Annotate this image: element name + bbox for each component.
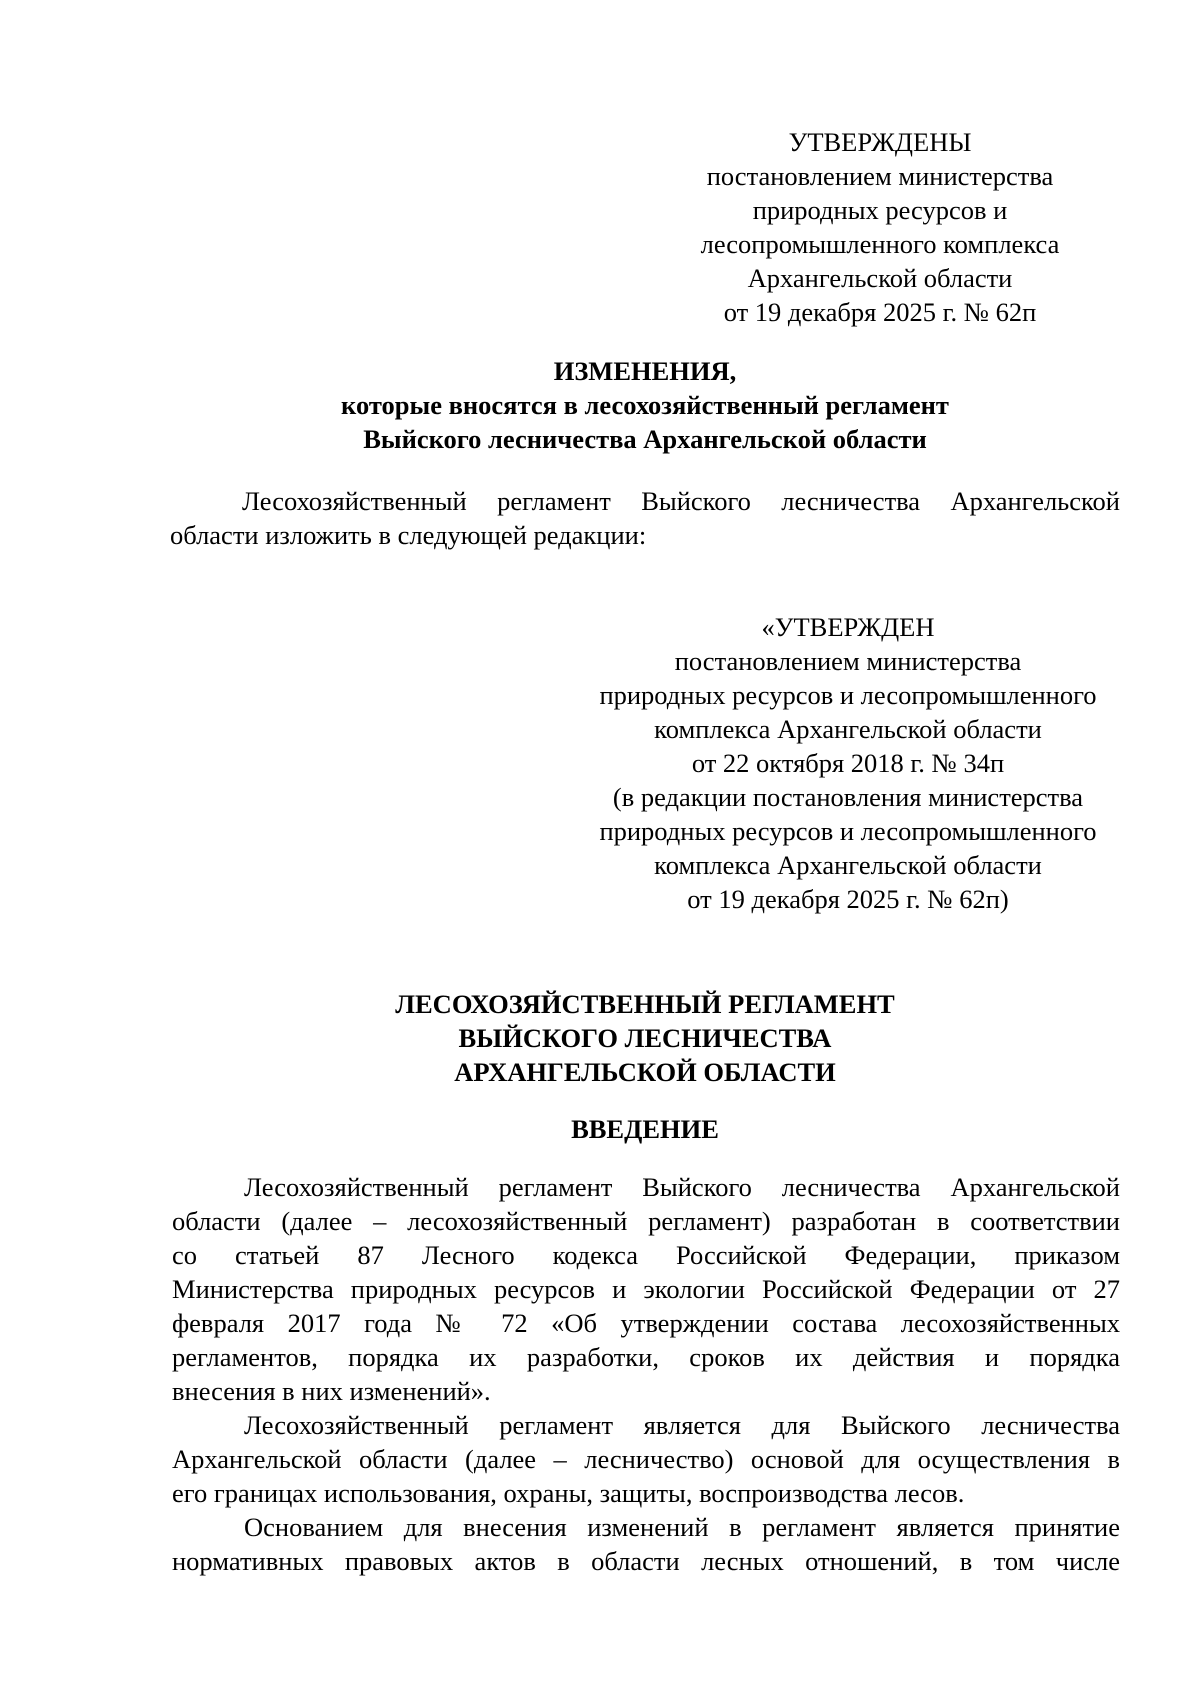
introduction-heading-text: ВВЕДЕНИЕ	[571, 1114, 719, 1144]
approval-line: УТВЕРЖДЕНЫ	[788, 127, 972, 157]
regulation-title-line: АРХАНГЕЛЬСКОЙ ОБЛАСТИ	[454, 1057, 836, 1087]
amendments-title-line: которые вносятся в лесохозяйственный регламент	[341, 390, 949, 420]
amendments-title	[170, 354, 1120, 456]
approval-line: (в редакции постановления министерства	[612, 782, 1084, 812]
paragraph	[172, 1408, 1120, 1510]
paragraph-line: Лесохозяйственный регламент является для Выйского лесничества	[244, 1410, 1120, 1440]
paragraph-line: его границах использования, охраны, защиты, воспроизводства лесов.	[172, 1478, 965, 1508]
body-text	[172, 1170, 1120, 1578]
paragraph-line: Основанием для внесения изменений в регламент является принятие	[244, 1512, 1120, 1542]
paragraph-line: области (далее – лесохозяйственный регламент) разработан в соответствии	[172, 1206, 1120, 1236]
approval-line: природных ресурсов и лесопромышленного	[599, 680, 1097, 710]
regulation-title-line: ВЫЙСКОГО ЛЕСНИЧЕСТВА	[458, 1023, 832, 1053]
approval-line: природных ресурсов и	[752, 195, 1008, 225]
introduction-heading	[170, 1112, 1120, 1146]
approval-line: Архангельской области	[747, 263, 1013, 293]
amendments-title-line: Выйского лесничества Архангельской области	[363, 424, 927, 454]
intro-paragraph	[170, 484, 1120, 552]
approval-stamp-block-quoted	[568, 610, 1128, 916]
paragraph	[172, 1510, 1120, 1578]
paragraph-line: со статьей 87 Лесного кодекса Российской Федерации, приказом	[172, 1240, 1120, 1270]
approval-line: лесопромышленного комплекса	[700, 229, 1060, 259]
paragraph-line: регламентов, порядка их разработки, сроков их действия и порядка	[172, 1342, 1120, 1372]
regulation-title-line: ЛЕСОХОЗЯЙСТВЕННЫЙ РЕГЛАМЕНТ	[395, 989, 895, 1019]
approval-line: постановлением министерства	[706, 161, 1054, 191]
approval-line: от 22 октября 2018 г. № 34п	[691, 748, 1005, 778]
approval-line: комплекса Архангельской области	[654, 850, 1042, 880]
paragraph-line: февраля 2017 года № 72 «Об утверждении состава лесохозяйственных	[172, 1308, 1120, 1338]
paragraph-line: внесения в них изменений».	[172, 1376, 491, 1406]
paragraph-line: Архангельской области (далее – лесничество) основой для осуществления в	[172, 1444, 1120, 1474]
paragraph-line: Министерства природных ресурсов и экологии Российской Федерации от 27	[172, 1274, 1120, 1304]
approval-line: постановлением министерства	[674, 646, 1022, 676]
paragraph	[172, 1170, 1120, 1408]
paragraph-line: Лесохозяйственный регламент Выйского лесничества Архангельской	[242, 486, 1120, 516]
paragraph-line: Лесохозяйственный регламент Выйского лесничества Архангельской	[244, 1172, 1120, 1202]
approval-line: природных ресурсов и лесопромышленного	[599, 816, 1097, 846]
approval-line: «УТВЕРЖДЕН	[761, 612, 935, 642]
regulation-title	[170, 987, 1120, 1089]
paragraph-line: области изложить в следующей редакции:	[170, 520, 647, 550]
approval-line: от 19 декабря 2025 г. № 62п	[723, 297, 1037, 327]
amendments-title-line: ИЗМЕНЕНИЯ,	[553, 356, 737, 386]
paragraph-line: нормативных правовых актов в области лесных отношений, в том числе	[172, 1546, 1120, 1576]
approval-line: от 19 декабря 2025 г. № 62п)	[687, 884, 1009, 914]
approval-line: комплекса Архангельской области	[654, 714, 1042, 744]
approval-stamp-block	[660, 125, 1100, 329]
